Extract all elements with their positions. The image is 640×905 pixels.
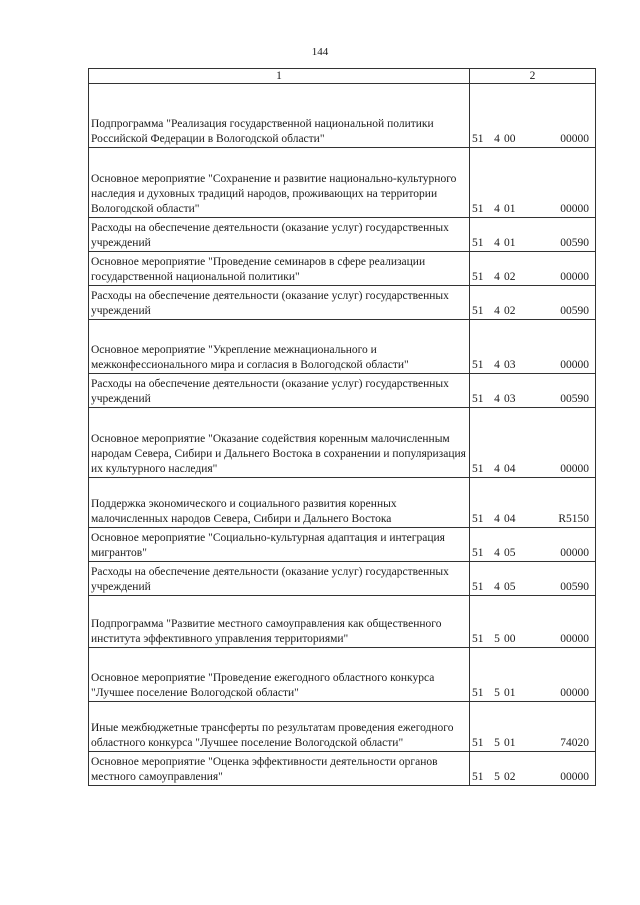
row-name: Основное мероприятие "Проведение ежегодного областного конкурса "Лучшее поселение Вологодской области"	[89, 648, 470, 702]
row-name: Подпрограмма "Реализация государственной национальной политики Российской Федерации в Вологодской области"	[89, 84, 470, 148]
row-code	[470, 320, 596, 374]
code-part-3: 04	[504, 463, 516, 475]
code-part-2: 5	[494, 737, 500, 749]
code-part-1: 51	[472, 771, 484, 783]
code-part-2: 4	[494, 133, 500, 145]
code-part-1: 51	[472, 133, 484, 145]
row-name: Расходы на обеспечение деятельности (оказание услуг) государственных учреждений	[89, 218, 470, 252]
row-name: Расходы на обеспечение деятельности (оказание услуг) государственных учреждений	[89, 286, 470, 320]
row-name: Основное мероприятие "Сохранение и развитие национально-культурного наследия и духовных традиций народов, проживающих на территории Вологодской области"	[89, 148, 470, 218]
code-part-3: 03	[504, 393, 516, 405]
code-part-2: 4	[494, 271, 500, 283]
row-code	[470, 408, 596, 478]
code-part-3: 03	[504, 359, 516, 371]
row-name: Основное мероприятие "Оказание содействия коренным малочисленным народам Севера, Сибири и Дальнего Востока в сохранении и популяризация их культурного наследия"	[89, 408, 470, 478]
code-part-4: 00000	[560, 359, 589, 371]
code-part-3: 00	[504, 133, 516, 145]
table-header-row	[89, 69, 596, 84]
code-part-1: 51	[472, 463, 484, 475]
code-part-1: 51	[472, 513, 484, 525]
row-code	[470, 596, 596, 648]
table-row	[89, 84, 596, 148]
code-part-2: 4	[494, 203, 500, 215]
code-part-3: 02	[504, 305, 516, 317]
page-number: 144	[311, 46, 329, 58]
code-part-3: 05	[504, 547, 516, 559]
row-name: Поддержка экономического и социального развития коренных малочисленных народов Севера, Сибири и Дальнего Востока	[89, 478, 470, 528]
table-row	[89, 528, 596, 562]
code-part-4: 00000	[560, 133, 589, 145]
table-row	[89, 374, 596, 408]
code-part-1: 51	[472, 305, 484, 317]
code-part-2: 4	[494, 581, 500, 593]
code-part-4: 00000	[560, 271, 589, 283]
row-name: Основное мероприятие "Социально-культурная адаптация и интеграция мигрантов"	[89, 528, 470, 562]
code-part-4: 00000	[560, 633, 589, 645]
row-name: Основное мероприятие "Оценка эффективности деятельности органов местного самоуправления"	[89, 752, 470, 786]
code-part-1: 51	[472, 203, 484, 215]
code-part-2: 5	[494, 633, 500, 645]
code-part-1: 51	[472, 271, 484, 283]
code-part-3: 04	[504, 513, 516, 525]
table-row	[89, 148, 596, 218]
code-part-2: 4	[494, 463, 500, 475]
code-part-3: 01	[504, 737, 516, 749]
table-row	[89, 252, 596, 286]
row-name: Расходы на обеспечение деятельности (оказание услуг) государственных учреждений	[89, 562, 470, 596]
table-row	[89, 286, 596, 320]
code-part-3: 02	[504, 271, 516, 283]
code-part-1: 51	[472, 393, 484, 405]
code-part-1: 51	[472, 237, 484, 249]
code-part-4: 00000	[560, 203, 589, 215]
code-part-2: 5	[494, 687, 500, 699]
row-name: Расходы на обеспечение деятельности (оказание услуг) государственных учреждений	[89, 374, 470, 408]
code-part-2: 4	[494, 547, 500, 559]
code-part-4: 00000	[560, 547, 589, 559]
budget-table	[88, 68, 596, 786]
row-code	[470, 528, 596, 562]
code-part-1: 51	[472, 359, 484, 371]
row-name: Иные межбюджетные трансферты по результатам проведения ежегодного областного конкурса "Лучшее поселение Вологодской области"	[89, 702, 470, 752]
code-part-2: 4	[494, 513, 500, 525]
row-code	[470, 648, 596, 702]
table-row	[89, 478, 596, 528]
code-part-4: 00590	[560, 237, 589, 249]
row-name: Основное мероприятие "Проведение семинаров в сфере реализации государственной национальной политики"	[89, 252, 470, 286]
code-part-4: 00590	[560, 305, 589, 317]
table-row	[89, 752, 596, 786]
code-part-3: 01	[504, 203, 516, 215]
row-code	[470, 218, 596, 252]
row-code	[470, 252, 596, 286]
code-part-2: 4	[494, 237, 500, 249]
code-part-4: 00590	[560, 393, 589, 405]
code-part-3: 00	[504, 633, 516, 645]
row-code	[470, 286, 596, 320]
code-part-1: 51	[472, 633, 484, 645]
code-part-4: R5150	[558, 513, 589, 525]
row-name: Основное мероприятие "Укрепление межнационального и межконфессионального мира и согласия в Вологодской области"	[89, 320, 470, 374]
code-part-3: 05	[504, 581, 516, 593]
code-part-4: 00000	[560, 687, 589, 699]
code-part-4: 00590	[560, 581, 589, 593]
code-part-4: 00000	[560, 463, 589, 475]
code-part-2: 4	[494, 305, 500, 317]
row-name: Подпрограмма "Развитие местного самоуправления как общественного института эффективного управления территориями"	[89, 596, 470, 648]
code-part-4: 74020	[560, 737, 589, 749]
code-part-2: 5	[494, 771, 500, 783]
row-code	[470, 702, 596, 752]
row-code	[470, 562, 596, 596]
code-part-1: 51	[472, 687, 484, 699]
budget-table-body	[89, 69, 596, 786]
code-part-1: 51	[472, 547, 484, 559]
table-row	[89, 562, 596, 596]
table-row	[89, 648, 596, 702]
row-code	[470, 84, 596, 148]
code-part-4: 00000	[560, 771, 589, 783]
code-part-2: 4	[494, 359, 500, 371]
table-row	[89, 320, 596, 374]
code-part-3: 02	[504, 771, 516, 783]
table-row	[89, 218, 596, 252]
row-code	[470, 752, 596, 786]
table-row	[89, 702, 596, 752]
code-part-3: 01	[504, 237, 516, 249]
code-part-1: 51	[472, 581, 484, 593]
row-code	[470, 148, 596, 218]
code-part-2: 4	[494, 393, 500, 405]
table-row	[89, 408, 596, 478]
code-part-1: 51	[472, 737, 484, 749]
row-code	[470, 478, 596, 528]
header-col-2: 2	[470, 69, 596, 84]
header-col-1: 1	[89, 69, 470, 84]
code-part-3: 01	[504, 687, 516, 699]
row-code	[470, 374, 596, 408]
table-row	[89, 596, 596, 648]
